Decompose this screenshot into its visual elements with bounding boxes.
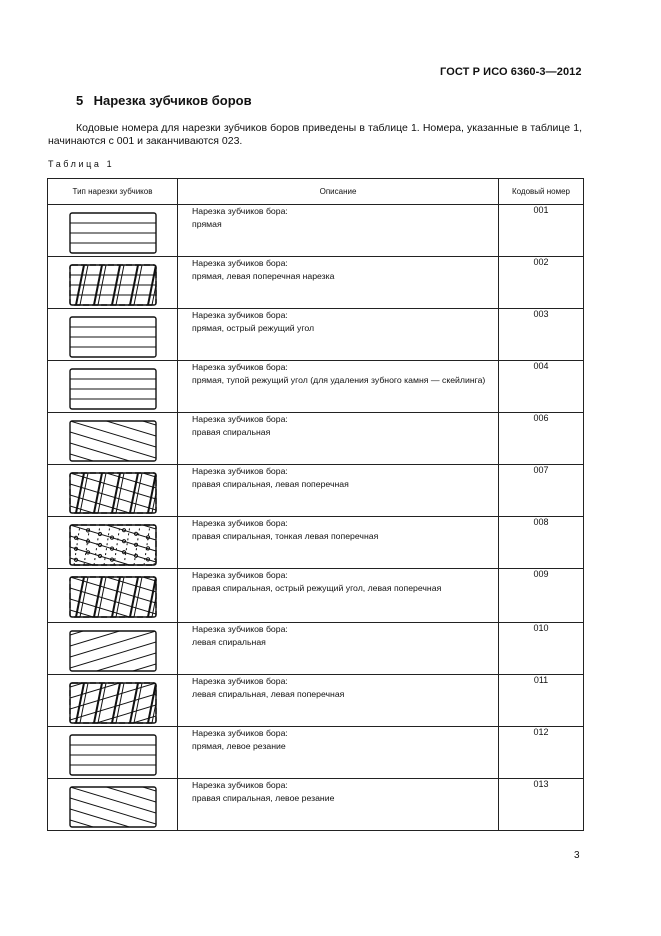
section-title: Нарезка зубчиков боров: [93, 93, 252, 108]
description-heading: Нарезка зубчиков бора:: [192, 728, 288, 738]
table-row: [48, 257, 584, 309]
table-row: [48, 779, 584, 831]
description-cell: [178, 779, 499, 831]
code-number-cell: 003: [499, 309, 584, 361]
cut-pattern-cell: [48, 309, 178, 361]
table-row: [48, 623, 584, 675]
code-number-cell: 012: [499, 727, 584, 779]
code-number-cell: 013: [499, 779, 584, 831]
description-detail: прямая, левое резание: [192, 740, 286, 751]
table-header-row: [48, 179, 584, 205]
description-heading: Нарезка зубчиков бора:: [192, 570, 288, 580]
bur-cut-pattern-icon: [68, 263, 158, 307]
cut-pattern-cell: [48, 517, 178, 569]
description-cell: [178, 465, 499, 517]
description-heading: Нарезка зубчиков бора:: [192, 624, 288, 634]
description-detail: правая спиральная, острый режущий угол, левая поперечная: [192, 582, 442, 593]
section-heading: [76, 93, 252, 108]
table-row: [48, 205, 584, 257]
description-cell: [178, 257, 499, 309]
description-heading: Нарезка зубчиков бора:: [192, 414, 288, 424]
description-heading: Нарезка зубчиков бора:: [192, 518, 288, 528]
cut-pattern-cell: [48, 675, 178, 727]
description-cell: [178, 569, 499, 623]
description-detail: левая спиральная: [192, 636, 266, 647]
cut-pattern-cell: [48, 465, 178, 517]
bur-cut-pattern-icon: [68, 629, 158, 673]
table-caption: Таблица 1: [48, 159, 115, 169]
description-detail: правая спиральная, левая поперечная: [192, 478, 349, 489]
description-detail: правая спиральная, тонкая левая поперечная: [192, 530, 379, 541]
code-number-cell: 009: [499, 569, 584, 623]
description-cell: [178, 623, 499, 675]
code-number-cell: 011: [499, 675, 584, 727]
bur-cut-pattern-icon: [68, 367, 158, 411]
description-detail: правая спиральная, левое резание: [192, 792, 335, 803]
table-row: [48, 569, 584, 623]
standard-designation: ГОСТ Р ИСО 6360-3—2012: [440, 66, 582, 78]
cut-pattern-cell: [48, 727, 178, 779]
code-number-cell: 008: [499, 517, 584, 569]
description-detail: правая спиральная: [192, 426, 271, 437]
bur-cut-pattern-icon: [68, 523, 158, 567]
table-row: [48, 675, 584, 727]
table-row: [48, 517, 584, 569]
cut-pattern-cell: [48, 623, 178, 675]
bur-cut-pattern-icon: [68, 785, 158, 829]
bur-cut-pattern-icon: [68, 733, 158, 777]
column-header-description: Описание: [178, 179, 499, 205]
description-heading: Нарезка зубчиков бора:: [192, 362, 288, 372]
code-number-cell: 004: [499, 361, 584, 413]
description-cell: [178, 205, 499, 257]
cut-pattern-cell: [48, 569, 178, 623]
bur-cut-pattern-icon: [68, 471, 158, 515]
code-number-cell: 007: [499, 465, 584, 517]
code-number-cell: 006: [499, 413, 584, 465]
description-detail: прямая, левая поперечная нарезка: [192, 270, 335, 281]
cut-pattern-cell: [48, 361, 178, 413]
description-heading: Нарезка зубчиков бора:: [192, 676, 288, 686]
cut-pattern-cell: [48, 779, 178, 831]
cut-pattern-cell: [48, 413, 178, 465]
cut-type-table: [47, 178, 584, 831]
table-row: [48, 413, 584, 465]
cut-pattern-cell: [48, 205, 178, 257]
description-detail: прямая: [192, 218, 222, 229]
description-detail: прямая, острый режущий угол: [192, 322, 315, 333]
table-row: [48, 361, 584, 413]
table-row: [48, 727, 584, 779]
description-heading: Нарезка зубчиков бора:: [192, 206, 288, 216]
bur-cut-pattern-icon: [68, 575, 158, 619]
description-heading: Нарезка зубчиков бора:: [192, 258, 288, 268]
description-heading: Нарезка зубчиков бора:: [192, 780, 288, 790]
bur-cut-pattern-icon: [68, 211, 158, 255]
column-header-code: Кодовый номер: [499, 179, 584, 205]
description-cell: [178, 413, 499, 465]
page-number: 3: [574, 850, 580, 861]
description-heading: Нарезка зубчиков бора:: [192, 466, 288, 476]
description-cell: [178, 675, 499, 727]
code-number-cell: 001: [499, 205, 584, 257]
table-row: [48, 465, 584, 517]
code-number-cell: 010: [499, 623, 584, 675]
bur-cut-pattern-icon: [68, 315, 158, 359]
section-number: 5: [76, 93, 84, 108]
column-header-type: Тип нарезки зубчиков: [48, 179, 178, 205]
code-number-cell: 002: [499, 257, 584, 309]
description-detail: прямая, тупой режущий угол (для удаления зубного камня — скейлинга): [192, 374, 486, 385]
description-cell: [178, 727, 499, 779]
bur-cut-pattern-icon: [68, 681, 158, 725]
description-cell: [178, 517, 499, 569]
description-detail: левая спиральная, левая поперечная: [192, 688, 345, 699]
cut-pattern-cell: [48, 257, 178, 309]
description-cell: [178, 309, 499, 361]
description-cell: [178, 361, 499, 413]
bur-cut-pattern-icon: [68, 419, 158, 463]
table-row: [48, 309, 584, 361]
description-heading: Нарезка зубчиков бора:: [192, 310, 288, 320]
intro-paragraph: Кодовые номера для нарезки зубчиков боров приведены в таблице 1. Номера, указанные в таблице 1, начинаются с 001 и заканчиваются 023.: [48, 122, 582, 147]
